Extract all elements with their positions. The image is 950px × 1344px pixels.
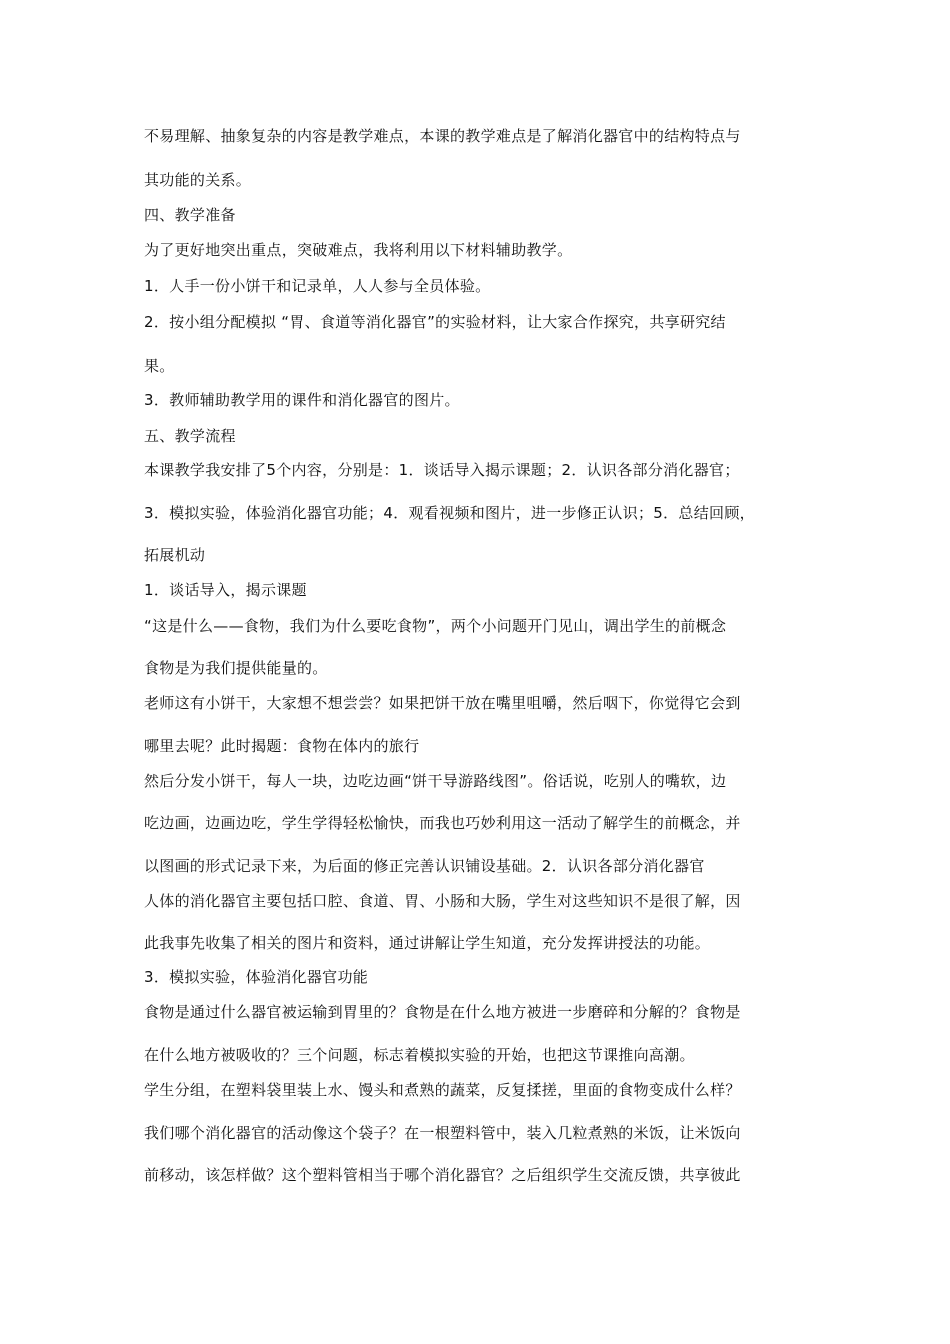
- section-heading: 四、教学准备: [144, 206, 236, 224]
- paragraph-line: 前移动，该怎样做？这个塑料管相当于哪个消化器官？之后组织学生交流反馈，共享彼此: [144, 1166, 741, 1184]
- paragraph-line: 其功能的关系。: [144, 171, 252, 189]
- paragraph-line: 此我事先收集了相关的图片和资料，通过讲解让学生知道，充分发挥讲授法的功能。: [144, 934, 711, 952]
- paragraph-line: 食物是通过什么器官被运输到胃里的？食物是在什么地方被进一步磨碎和分解的？食物是: [144, 1003, 741, 1021]
- paragraph-line: 本课教学我安排了5个内容，分别是：1．谈话导入揭示课题；2．认识各部分消化器官；: [144, 461, 740, 479]
- paragraph-line: 在什么地方被吸收的？三个问题，标志着模拟实验的开始，也把这节课推向高潮。: [144, 1046, 695, 1064]
- paragraph-line: 不易理解、抽象复杂的内容是教学难点，本课的教学难点是了解消化器官中的结构特点与: [144, 127, 741, 145]
- list-item: 1．人手一份小饼干和记录单，人人参与全员体验。: [144, 277, 491, 295]
- paragraph-line: 吃边画，边画边吃，学生学得轻松愉快，而我也巧妙利用这一活动了解学生的前概念，并: [144, 814, 741, 832]
- paragraph-line: 拓展机动: [144, 546, 206, 564]
- paragraph-line: 老师这有小饼干，大家想不想尝尝？如果把饼干放在嘴里咀嚼，然后咽下，你觉得它会到: [144, 694, 741, 712]
- paragraph-line: 学生分组，在塑料袋里装上水、馒头和煮熟的蔬菜，反复揉搓，里面的食物变成什么样？: [144, 1081, 741, 1099]
- paragraph-line: 然后分发小饼干，每人一块，边吃边画“饼干导游路线图”。俗话说，吃别人的嘴软，边: [144, 772, 727, 790]
- list-item: 2．按小组分配模拟 “胃、食道等消化器官”的实验材料，让大家合作探究，共享研究结: [144, 313, 726, 331]
- list-item: 3．教师辅助教学用的课件和消化器官的图片。: [144, 391, 460, 409]
- paragraph-line: 我们哪个消化器官的活动像这个袋子？在一根塑料管中，装入几粒煮熟的米饭，让米饭向: [144, 1124, 741, 1142]
- paragraph-line: “这是什么——食物，我们为什么要吃食物”，两个小问题开门见山，调出学生的前概念: [144, 617, 727, 635]
- paragraph-line: 哪里去呢？此时揭题：食物在体内的旅行: [144, 737, 420, 755]
- subsection-heading: 3．模拟实验，体验消化器官功能: [144, 968, 369, 986]
- paragraph-line: 人体的消化器官主要包括口腔、食道、胃、小肠和大肠，学生对这些知识不是很了解，因: [144, 892, 741, 910]
- paragraph-line: 食物是为我们提供能量的。: [144, 659, 328, 677]
- paragraph-line: 以图画的形式记录下来，为后面的修正完善认识铺设基础。2．认识各部分消化器官: [144, 857, 705, 875]
- section-heading: 五、教学流程: [144, 427, 236, 445]
- paragraph-line: 果。: [144, 357, 175, 375]
- paragraph-line: 为了更好地突出重点，突破难点，我将利用以下材料辅助教学。: [144, 241, 573, 259]
- subsection-heading: 1．谈话导入，揭示课题: [144, 581, 307, 599]
- paragraph-line: 3．模拟实验，体验消化器官功能；4．观看视频和图片，进一步修正认识；5．总结回顾，: [144, 504, 755, 522]
